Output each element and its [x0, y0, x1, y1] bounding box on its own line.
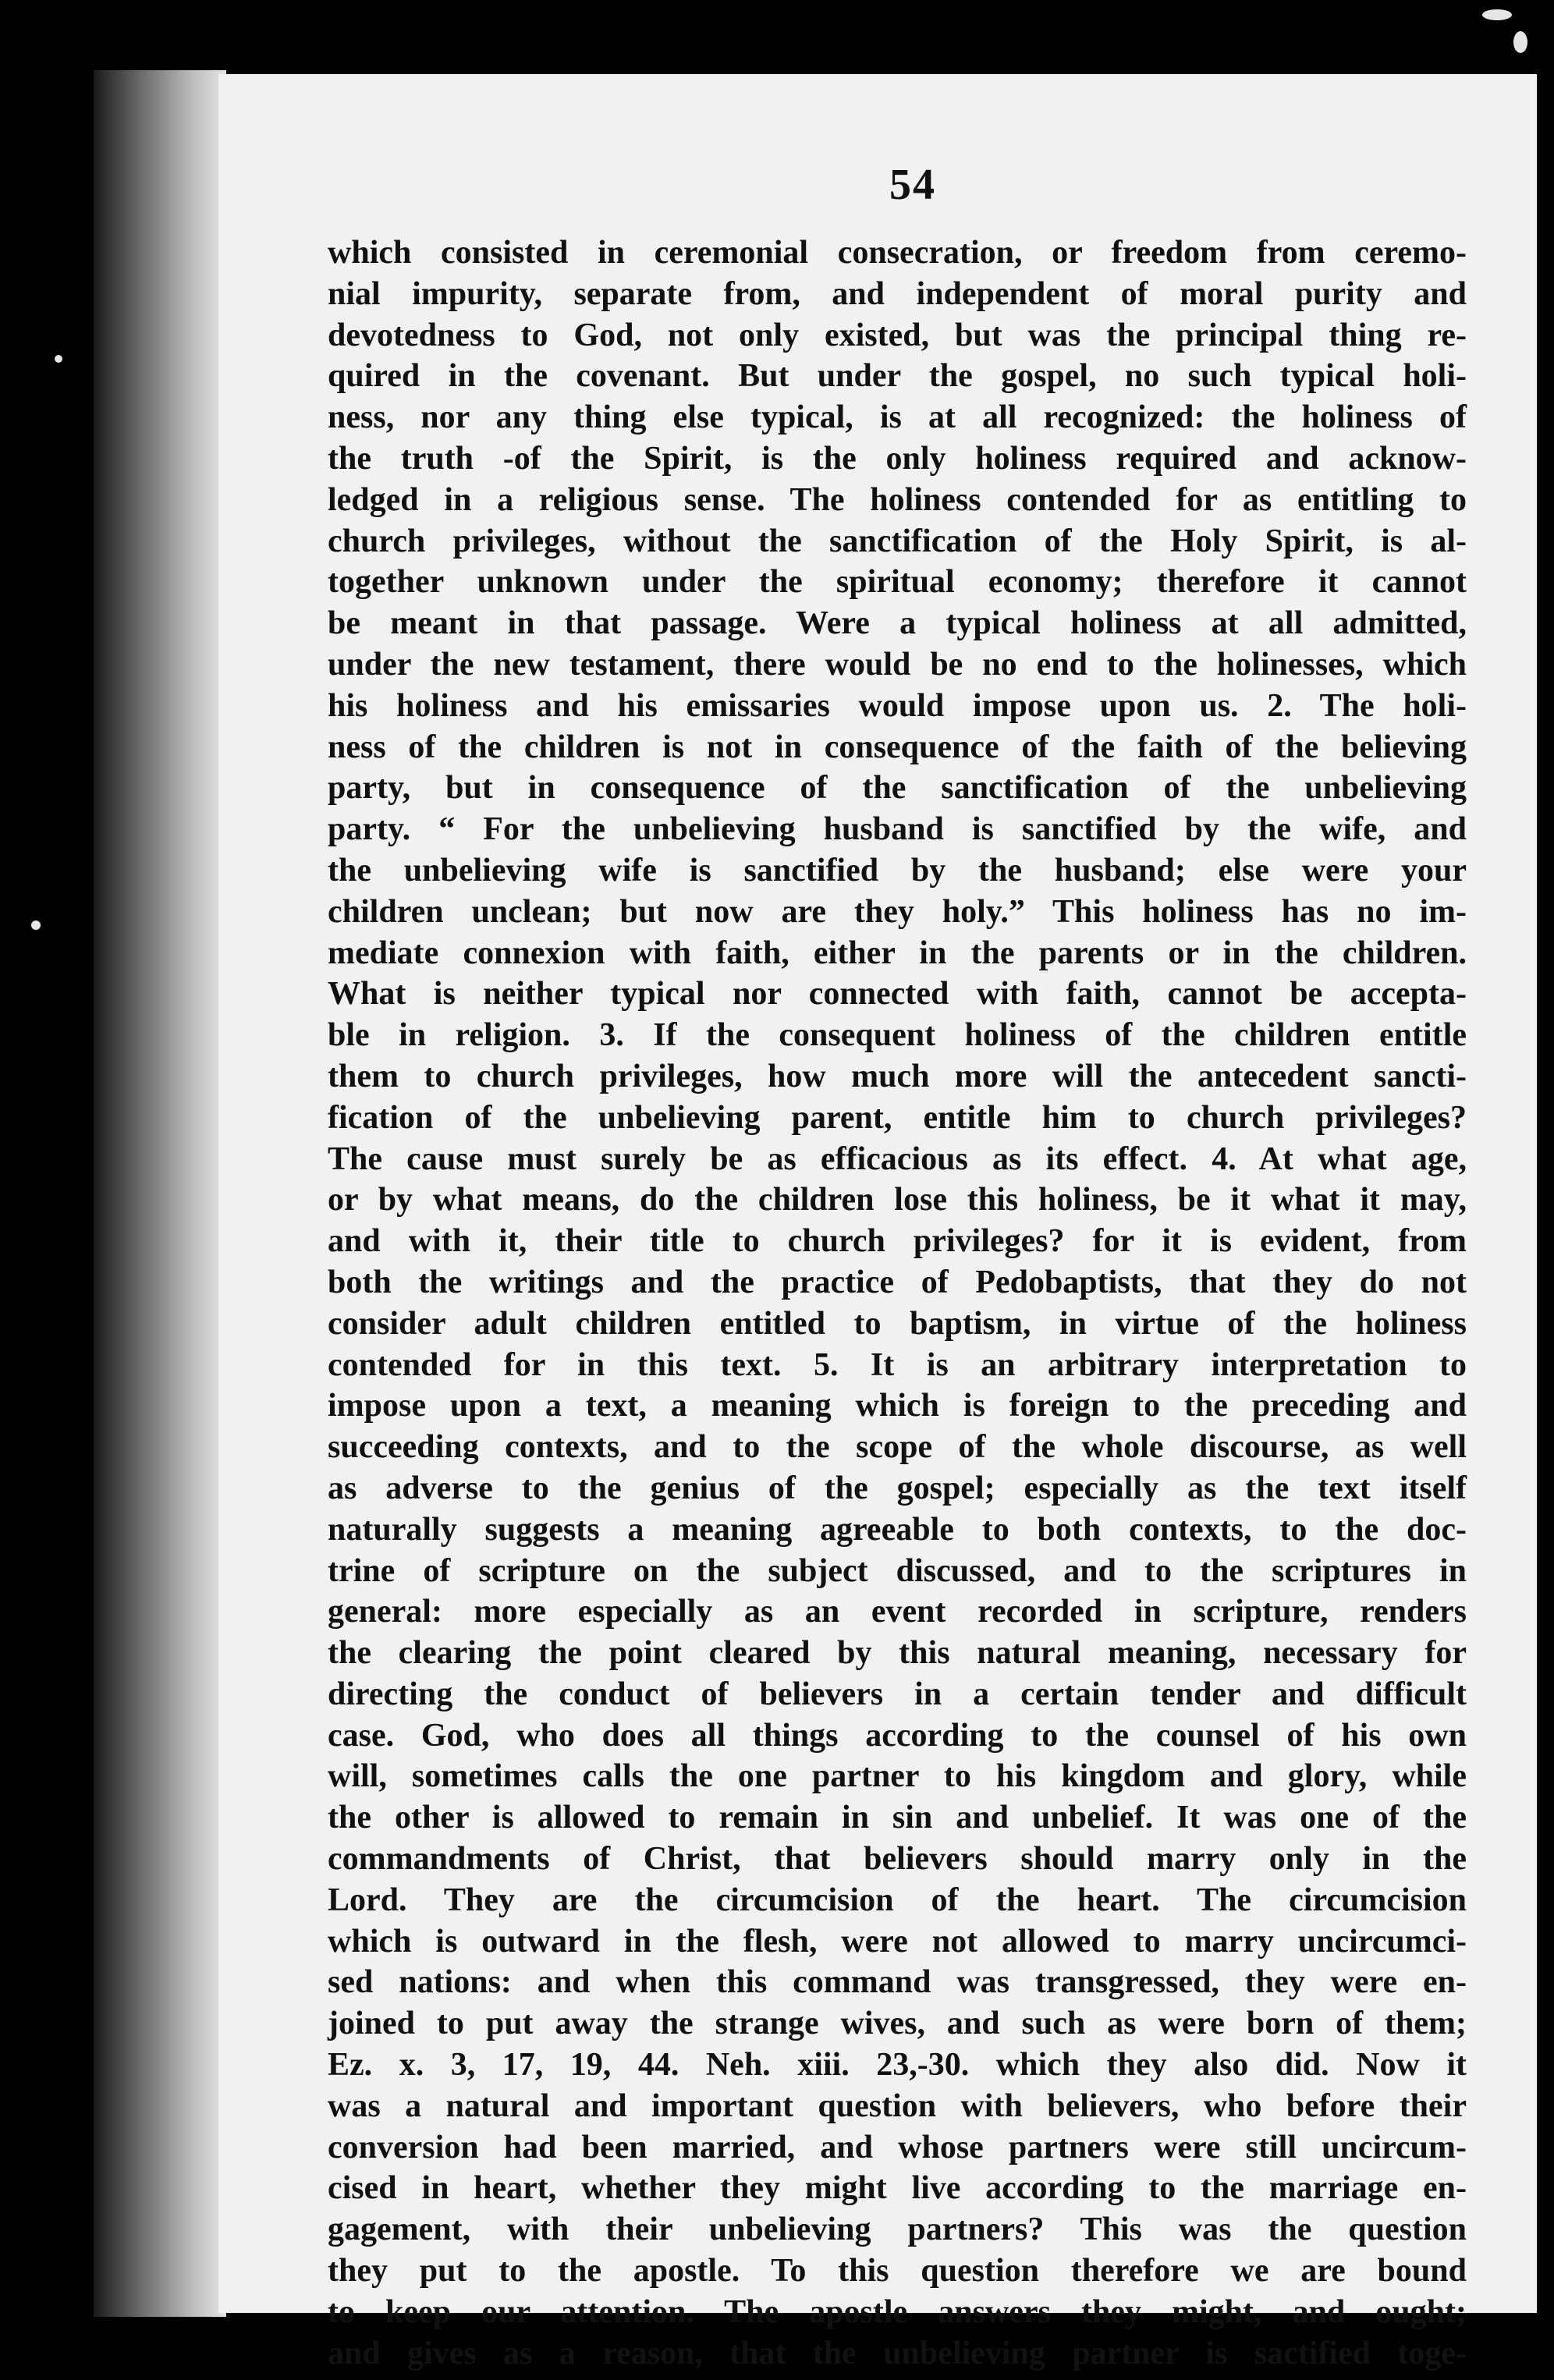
text-line: and with it, their title to church privileges? for it is evident, from [328, 1223, 1467, 1260]
body-text [328, 232, 1467, 2374]
text-line: be meant in that passage. Were a typical holiness at all admitted, [328, 605, 1467, 642]
text-line: cised in heart, whether they might live according to the marriage en- [328, 2170, 1467, 2207]
text-line: impose upon a text, a meaning which is foreign to the preceding and [328, 1388, 1467, 1424]
film-speck [1513, 31, 1527, 53]
text-line: his holiness and his emissaries would impose upon us. 2. The holi- [328, 687, 1467, 724]
text-line: contended for in this text. 5. It is an arbitrary interpretation to [328, 1346, 1467, 1383]
text-line: church privileges, without the sanctification of the Holy Spirit, is al- [328, 523, 1467, 559]
text-line: ble in religion. 3. If the consequent holiness of the children entitle [328, 1017, 1467, 1054]
text-line: or by what means, do the children lose this holiness, be it what it may, [328, 1182, 1467, 1218]
text-line: conversion had been married, and whose partners were still uncircum- [328, 2129, 1467, 2165]
text-line: gagement, with their unbelieving partners? This was the question [328, 2212, 1467, 2248]
text-line: which consisted in ceremonial consecration, or freedom from ceremo- [328, 235, 1467, 271]
text-line: naturally suggests a meaning agreeable to both contexts, to the doc- [328, 1511, 1467, 1548]
text-line: the truth -of the Spirit, is the only holiness required and acknow- [328, 440, 1467, 477]
text-line: together unknown under the spiritual economy; therefore it cannot [328, 564, 1467, 601]
text-line: to keep our attention. The apostle answers they might, and ought; [328, 2293, 1467, 2330]
text-line: consider adult children entitled to baptism, in virtue of the holiness [328, 1305, 1467, 1342]
page-number: 54 [889, 161, 936, 209]
text-line: devotedness to God, not only existed, but was the principal thing re- [328, 317, 1467, 353]
text-line: directing the conduct of believers in a certain tender and difficult [328, 1676, 1467, 1712]
text-line: What is neither typical nor connected with faith, cannot be accepta- [328, 976, 1467, 1013]
text-line: the clearing the point cleared by this natural meaning, necessary for [328, 1635, 1467, 1672]
film-speck [31, 920, 41, 930]
text-line: ness of the children is not in consequence of the faith of the believing [328, 729, 1467, 765]
text-line: and gives as a reason, that the unbelieving partner is sactified toge- [328, 2335, 1467, 2371]
text-line: which is outward in the flesh, were not allowed to marry uncircumci- [328, 1923, 1467, 1960]
text-line: Lord. They are the circumcision of the heart. The circumcision [328, 1882, 1467, 1918]
text-line: mediate connexion with faith, either in the parents or in the children. [328, 935, 1467, 971]
text-line: quired in the covenant. But under the gospel, no such typical holi- [328, 358, 1467, 395]
text-line: party, but in consequence of the sanctification of the unbelieving [328, 770, 1467, 807]
text-line: commandments of Christ, that believers should marry only in the [328, 1841, 1467, 1878]
text-line: will, sometimes calls the one partner to his kingdom and glory, while [328, 1758, 1467, 1795]
text-line: nial impurity, separate from, and independent of moral purity and [328, 275, 1467, 312]
text-line: sed nations: and when this command was transgressed, they were en- [328, 1964, 1467, 2001]
text-line: they put to the apostle. To this question therefore we are bound [328, 2253, 1467, 2290]
text-line: them to church privileges, how much more will the antecedent sancti- [328, 1058, 1467, 1094]
text-line: party. “ For the unbelieving husband is sanctified by the wife, and [328, 811, 1467, 848]
text-line: as adverse to the genius of the gospel; especially as the text itself [328, 1470, 1467, 1506]
text-line: ledged in a religious sense. The holiness contended for as entitling to [328, 481, 1467, 518]
text-line: Ez. x. 3, 17, 19, 44. Neh. xiii. 23,-30. which they also did. Now it [328, 2047, 1467, 2084]
text-line: general: more especially as an event recorded in scripture, renders [328, 1594, 1467, 1630]
text-line: ness, nor any thing else typical, is at all recognized: the holiness of [328, 399, 1467, 436]
text-line: both the writings and the practice of Pedobaptists, that they do not [328, 1264, 1467, 1300]
text-line: fication of the unbelieving parent, entitle him to church privileges? [328, 1099, 1467, 1136]
text-line: joined to put away the strange wives, and such as were born of them; [328, 2006, 1467, 2042]
text-line: was a natural and important question with believers, who before their [328, 2087, 1467, 2124]
text-line: the unbelieving wife is sanctified by the husband; else were your [328, 852, 1467, 889]
text-line: children unclean; but now are they holy.” This holiness has no im- [328, 893, 1467, 930]
film-speck [55, 355, 62, 363]
text-line: under the new testament, there would be no end to the holinesses, which [328, 646, 1467, 683]
text-line: succeeding contexts, and to the scope of the whole discourse, as well [328, 1429, 1467, 1466]
film-speck [1482, 9, 1512, 20]
text-line: the other is allowed to remain in sin and unbelief. It was one of the [328, 1800, 1467, 1836]
text-line: The cause must surely be as efficacious as its effect. 4. At what age, [328, 1140, 1467, 1177]
text-line: case. God, who does all things according to the counsel of his own [328, 1717, 1467, 1754]
page-gutter-shadow [94, 70, 226, 2317]
text-line: trine of scripture on the subject discussed, and to the scriptures in [328, 1552, 1467, 1589]
